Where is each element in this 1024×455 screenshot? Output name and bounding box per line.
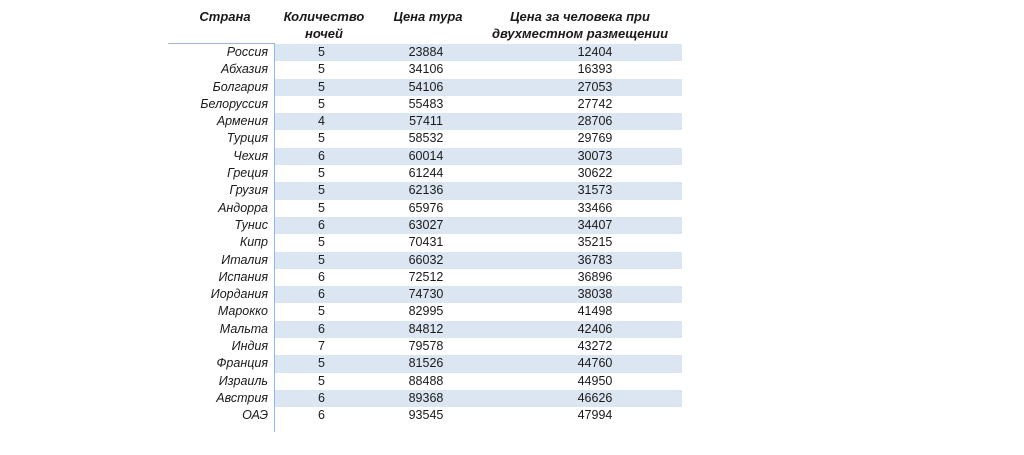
cell-price: 89368 — [408, 390, 444, 405]
header-nights-line2: ночей — [305, 26, 343, 41]
header-per-person-line2: двухместном размещении — [491, 26, 669, 41]
table-row — [168, 79, 682, 96]
cell-price: 79578 — [408, 339, 444, 354]
cell-nights: 5 — [318, 356, 325, 371]
cell-per-person: 41498 — [577, 304, 613, 319]
cell-country: Греция — [227, 166, 268, 181]
cell-nights: 5 — [318, 79, 325, 94]
cell-nights: 5 — [318, 373, 325, 388]
table-row — [168, 321, 682, 338]
cell-nights: 4 — [318, 114, 325, 129]
cell-country: Грузия — [229, 183, 268, 198]
cell-per-person: 12404 — [577, 45, 613, 59]
table-row — [168, 269, 682, 286]
cell-nights: 6 — [318, 287, 325, 302]
cell-price: 81526 — [408, 356, 444, 371]
cell-per-person: 43272 — [577, 339, 613, 354]
cell-price: 88488 — [408, 373, 444, 388]
table-row — [168, 96, 682, 113]
cell-price: 66032 — [408, 252, 444, 267]
cell-per-person: 30073 — [577, 148, 613, 163]
cell-country: Армения — [216, 114, 268, 129]
table-row — [168, 252, 682, 269]
cell-nights: 6 — [318, 217, 325, 232]
cell-per-person: 44950 — [577, 373, 613, 388]
cell-per-person: 46626 — [577, 390, 613, 405]
cell-per-person: 38038 — [577, 287, 613, 302]
header-price-label: Цена тура — [393, 9, 463, 24]
table-row — [168, 390, 682, 407]
table-row — [168, 148, 682, 165]
cell-country: Чехия — [233, 148, 268, 163]
cell-country: Испания — [218, 269, 268, 284]
table-row — [168, 217, 682, 234]
header-nights-line1: Количество — [283, 9, 365, 24]
cell-per-person: 28706 — [577, 114, 613, 129]
cell-price: 61244 — [408, 166, 444, 181]
header-per-person-line1: Цена за человека при — [510, 9, 650, 24]
cell-country: Мальта — [219, 321, 268, 336]
table-row — [168, 234, 682, 251]
cell-nights: 5 — [318, 62, 325, 77]
header-country-label: Страна — [199, 9, 251, 24]
table-row — [168, 61, 682, 78]
cell-country: Белоруссия — [200, 96, 268, 111]
cell-price: 57411 — [409, 114, 443, 129]
cell-nights: 5 — [318, 200, 325, 215]
cell-nights: 6 — [318, 269, 325, 284]
cell-price: 70431 — [408, 235, 444, 250]
cell-per-person: 44760 — [577, 356, 613, 371]
cell-country: Иордания — [210, 287, 268, 302]
table-row — [168, 338, 682, 355]
cell-price: 74730 — [408, 287, 444, 302]
cell-per-person: 34407 — [577, 217, 613, 232]
table-row — [168, 286, 682, 303]
cell-nights: 5 — [318, 131, 325, 146]
cell-country: Андорра — [218, 200, 268, 215]
cell-price: 55483 — [408, 96, 444, 111]
cell-country: Абхазия — [220, 62, 268, 77]
cell-per-person: 29769 — [577, 131, 613, 146]
cell-price: 72512 — [408, 269, 444, 284]
cell-per-person: 36783 — [577, 252, 613, 267]
cell-per-person: 35215 — [577, 235, 613, 250]
table-row — [168, 44, 682, 61]
cell-per-person: 30622 — [577, 166, 613, 181]
table-body — [168, 44, 682, 425]
cell-nights: 5 — [318, 45, 325, 59]
cell-price: 62136 — [408, 183, 444, 198]
cell-nights: 6 — [318, 321, 325, 336]
cell-per-person: 42406 — [577, 321, 613, 336]
cell-per-person: 27742 — [577, 96, 613, 111]
table-row — [168, 355, 682, 372]
cell-country: Израиль — [218, 373, 268, 388]
cell-nights: 6 — [318, 408, 325, 423]
cell-price: 60014 — [408, 148, 444, 163]
table-row — [168, 165, 682, 182]
cell-price: 65976 — [408, 200, 444, 215]
cell-price: 23884 — [408, 45, 444, 59]
cell-nights: 6 — [318, 148, 325, 163]
cell-nights: 5 — [318, 183, 325, 198]
cell-country: Италия — [221, 252, 268, 267]
cell-country: Болгария — [212, 79, 268, 94]
cell-nights: 7 — [318, 339, 325, 354]
cell-per-person: 36896 — [577, 269, 613, 284]
header-nights — [278, 8, 370, 42]
cell-price: 58532 — [408, 131, 444, 146]
table-row — [168, 200, 682, 217]
cell-country: Марокко — [217, 304, 268, 319]
cell-per-person: 16393 — [577, 62, 613, 77]
cell-price: 34106 — [408, 62, 444, 77]
cell-country: ОАЭ — [242, 408, 268, 423]
table-row — [168, 130, 682, 147]
header-per-person — [478, 8, 682, 42]
cell-per-person: 31573 — [577, 183, 613, 198]
cell-nights: 5 — [318, 96, 325, 111]
cell-price: 82995 — [408, 304, 444, 319]
cell-per-person: 33466 — [577, 200, 613, 215]
cell-price: 54106 — [408, 79, 444, 94]
table-row — [168, 407, 682, 424]
cell-per-person: 47994 — [577, 408, 613, 423]
table-row — [168, 303, 682, 320]
cell-price: 93545 — [408, 408, 444, 423]
header-price — [378, 8, 478, 25]
cell-nights: 5 — [318, 252, 325, 267]
table-row — [168, 373, 682, 390]
header-country — [185, 8, 265, 25]
cell-nights: 6 — [318, 390, 325, 405]
table-row — [168, 182, 682, 199]
cell-nights: 5 — [318, 235, 325, 250]
cell-country: Тунис — [234, 217, 268, 232]
cell-country: Турция — [226, 131, 268, 146]
cell-price: 63027 — [408, 217, 444, 232]
cell-nights: 5 — [318, 166, 325, 181]
cell-country: Кипр — [239, 235, 268, 250]
cell-price: 84812 — [408, 321, 444, 336]
cell-country: Индия — [231, 339, 268, 354]
cell-per-person: 27053 — [577, 79, 613, 94]
cell-country: Франция — [216, 356, 268, 371]
cell-country: Россия — [226, 45, 268, 59]
cell-nights: 5 — [318, 304, 325, 319]
table-row — [168, 113, 682, 130]
cell-country: Австрия — [216, 390, 268, 405]
